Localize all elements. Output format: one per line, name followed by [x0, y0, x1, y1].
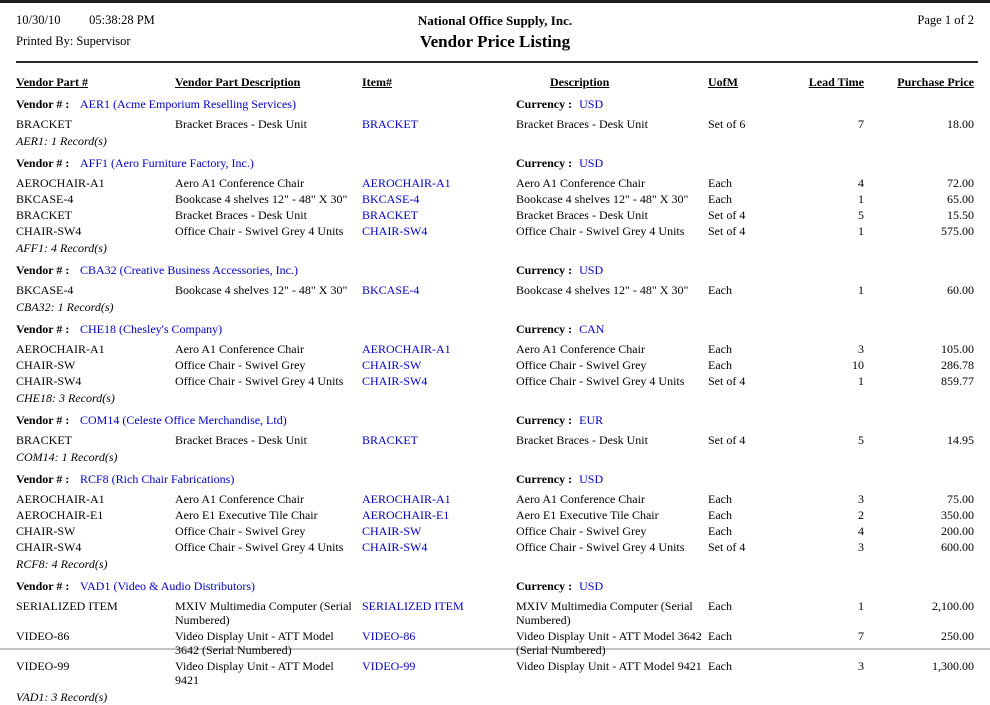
- cell-vendor-part: BKCASE-4: [16, 192, 74, 206]
- vendor-row: [16, 97, 978, 114]
- item-row: [16, 357, 978, 373]
- cell-vendor-part-description: Aero E1 Executive Tile Chair: [175, 508, 318, 522]
- cell-vendor-part: VIDEO-99: [16, 659, 70, 673]
- cell-purchase-price: 250.00: [941, 629, 974, 643]
- printed-by: Printed By: Supervisor: [16, 34, 131, 48]
- group-footer: AFF1: 4 Record(s): [16, 241, 107, 255]
- currency-value[interactable]: USD: [579, 263, 604, 277]
- cell-item-link[interactable]: AEROCHAIR-A1: [362, 342, 451, 356]
- item-row: [16, 223, 978, 239]
- cell-vendor-part-description: Bracket Braces - Desk Unit: [175, 208, 307, 222]
- cell-purchase-price: 575.00: [941, 224, 974, 238]
- cell-vendor-part: AEROCHAIR-E1: [16, 508, 104, 522]
- vendor-number-label: Vendor # :: [16, 97, 70, 111]
- cell-lead-time: 7: [858, 117, 864, 131]
- vendor-number-label: Vendor # :: [16, 472, 70, 486]
- vendor-row: [16, 579, 978, 596]
- cell-vendor-part: CHAIR-SW: [16, 524, 76, 538]
- cell-uofm: Set of 4: [708, 224, 746, 238]
- currency-block: [516, 156, 603, 171]
- cell-vendor-part: BRACKET: [16, 208, 73, 222]
- cell-description: MXIV Multimedia Computer (Serial Numbered): [516, 599, 693, 627]
- item-row: [16, 432, 978, 448]
- vendor-number-label: Vendor # :: [16, 413, 70, 427]
- cell-lead-time: 5: [858, 433, 864, 447]
- date-time-line: [16, 13, 316, 28]
- currency-label: Currency :: [516, 579, 573, 593]
- group-footer: VAD1: 3 Record(s): [16, 690, 108, 704]
- cell-lead-time: 1: [858, 599, 864, 613]
- cell-lead-time: 1: [858, 192, 864, 206]
- col-header-lead-time: Lead Time: [808, 75, 864, 89]
- cell-uofm: Each: [708, 342, 732, 356]
- cell-vendor-part: CHAIR-SW4: [16, 224, 82, 238]
- item-row: [16, 373, 978, 389]
- header-left: [16, 13, 316, 49]
- cell-vendor-part-description: Bookcase 4 shelves 12" - 48" X 30": [175, 283, 348, 297]
- cell-lead-time: 2: [858, 508, 864, 522]
- group-footer: CHE18: 3 Record(s): [16, 391, 115, 405]
- cell-lead-time: 1: [858, 283, 864, 297]
- cell-uofm: Each: [708, 358, 732, 372]
- currency-value[interactable]: USD: [579, 97, 604, 111]
- cell-uofm: Each: [708, 659, 732, 673]
- column-headers: [16, 74, 978, 90]
- vendor-link[interactable]: CHE18 (Chesley's Company): [80, 322, 223, 336]
- group-rows: [16, 116, 978, 132]
- cell-lead-time: 3: [858, 342, 864, 356]
- cell-vendor-part: AEROCHAIR-A1: [16, 176, 105, 190]
- vendor-group: [16, 97, 978, 149]
- cell-description: Video Display Unit - ATT Model 9421: [516, 659, 702, 673]
- cell-purchase-price: 105.00: [941, 342, 974, 356]
- cell-uofm: Set of 4: [708, 208, 746, 222]
- vendor-group: [16, 579, 978, 705]
- currency-label: Currency :: [516, 472, 573, 486]
- group-rows: [16, 432, 978, 448]
- cell-uofm: Each: [708, 508, 732, 522]
- cell-uofm: Each: [708, 176, 732, 190]
- cell-lead-time: 10: [852, 358, 864, 372]
- cell-vendor-part-description: Office Chair - Swivel Grey: [175, 358, 306, 372]
- cell-item-link[interactable]: AEROCHAIR-A1: [362, 492, 451, 506]
- cell-description: Bracket Braces - Desk Unit: [516, 433, 648, 447]
- currency-label: Currency :: [516, 413, 573, 427]
- vendor-number-label: Vendor # :: [16, 156, 70, 170]
- vendor-link[interactable]: COM14 (Celeste Office Merchandise, Ltd): [80, 413, 287, 427]
- cell-lead-time: 1: [858, 224, 864, 238]
- cell-item-link[interactable]: SERIALIZED ITEM: [362, 599, 464, 613]
- col-header-vendor-part-description: Vendor Part Description: [175, 75, 301, 89]
- cell-purchase-price: 350.00: [941, 508, 974, 522]
- cell-purchase-price: 2,100.00: [932, 599, 974, 613]
- currency-value[interactable]: USD: [579, 156, 604, 170]
- currency-block: [516, 413, 603, 428]
- company-name: National Office Supply, Inc.: [417, 13, 573, 28]
- vendor-group: [16, 263, 978, 315]
- cell-uofm: Set of 4: [708, 540, 746, 554]
- page-number: Page 1 of 2: [917, 13, 974, 27]
- cell-description: Bookcase 4 shelves 12" - 48" X 30": [516, 192, 689, 206]
- vendor-link[interactable]: CBA32 (Creative Business Accessories, Inc.): [80, 263, 298, 277]
- col-header-uofm: UofM: [708, 75, 738, 89]
- group-rows: [16, 598, 978, 688]
- item-row: [16, 628, 978, 658]
- cell-item-link[interactable]: BRACKET: [362, 117, 419, 131]
- vendor-row: [16, 156, 978, 173]
- group-footer: RCF8: 4 Record(s): [16, 557, 108, 571]
- cell-purchase-price: 1,300.00: [932, 659, 974, 673]
- cell-description: Office Chair - Swivel Grey 4 Units: [516, 540, 685, 554]
- currency-label: Currency :: [516, 156, 573, 170]
- cell-item-link[interactable]: BKCASE-4: [362, 283, 420, 297]
- cell-uofm: Each: [708, 629, 732, 643]
- cell-lead-time: 7: [858, 629, 864, 643]
- group-footer: COM14: 1 Record(s): [16, 450, 118, 464]
- cell-description: Office Chair - Swivel Grey: [516, 358, 647, 372]
- group-rows: [16, 175, 978, 239]
- group-footer: AER1: 1 Record(s): [16, 134, 107, 148]
- cell-description: Bracket Braces - Desk Unit: [516, 208, 648, 222]
- cell-lead-time: 4: [858, 176, 864, 190]
- vendor-number-label: Vendor # :: [16, 322, 70, 336]
- currency-value[interactable]: USD: [579, 579, 604, 593]
- cell-uofm: Set of 6: [708, 117, 746, 131]
- item-row: [16, 507, 978, 523]
- cell-vendor-part-description: Aero A1 Conference Chair: [175, 176, 304, 190]
- group-rows: [16, 341, 978, 389]
- cell-item-link[interactable]: CHAIR-SW: [362, 524, 422, 538]
- cell-vendor-part: BRACKET: [16, 117, 73, 131]
- cell-uofm: Each: [708, 492, 732, 506]
- cell-purchase-price: 15.50: [947, 208, 974, 222]
- currency-block: [516, 322, 604, 337]
- cell-uofm: Each: [708, 283, 732, 297]
- cell-vendor-part: BKCASE-4: [16, 283, 74, 297]
- cell-purchase-price: 859.77: [941, 374, 974, 388]
- vendor-link[interactable]: AFF1 (Aero Furniture Factory, Inc.): [80, 156, 254, 170]
- cell-uofm: Set of 4: [708, 374, 746, 388]
- currency-value[interactable]: USD: [579, 472, 604, 486]
- item-row: [16, 598, 978, 628]
- report-title: Vendor Price Listing: [419, 32, 571, 51]
- cell-purchase-price: 72.00: [947, 176, 974, 190]
- cell-vendor-part-description: Office Chair - Swivel Grey 4 Units: [175, 374, 344, 388]
- cell-item-link[interactable]: BRACKET: [362, 208, 419, 222]
- col-header-description: Description: [550, 75, 610, 89]
- cell-item-link[interactable]: BKCASE-4: [362, 192, 420, 206]
- cell-description: Video Display Unit - ATT Model 3642 (Serial Numbered): [516, 629, 702, 657]
- cell-vendor-part-description: Aero A1 Conference Chair: [175, 342, 304, 356]
- cell-description: Office Chair - Swivel Grey: [516, 524, 647, 538]
- item-row: [16, 191, 978, 207]
- cell-lead-time: 5: [858, 208, 864, 222]
- item-row: [16, 658, 978, 688]
- group-footer: CBA32: 1 Record(s): [16, 300, 114, 314]
- cell-vendor-part-description: Video Display Unit - ATT Model 9421: [175, 659, 334, 687]
- cell-description: Bracket Braces - Desk Unit: [516, 117, 648, 131]
- item-row: [16, 116, 978, 132]
- cell-description: Aero A1 Conference Chair: [516, 492, 645, 506]
- cell-vendor-part-description: MXIV Multimedia Computer (Serial Numbered): [175, 599, 352, 627]
- currency-label: Currency :: [516, 263, 573, 277]
- cell-item-link[interactable]: VIDEO-99: [362, 659, 416, 673]
- cell-lead-time: 4: [858, 524, 864, 538]
- vendor-number-label: Vendor # :: [16, 263, 70, 277]
- col-header-vendor-part: Vendor Part #: [16, 75, 88, 89]
- cell-item-link[interactable]: CHAIR-SW4: [362, 540, 428, 554]
- cell-uofm: Set of 4: [708, 433, 746, 447]
- col-header-purchase-price: Purchase Price: [897, 75, 974, 89]
- cell-item-link[interactable]: AEROCHAIR-A1: [362, 176, 451, 190]
- vendor-link[interactable]: VAD1 (Video & Audio Distributors): [80, 579, 256, 593]
- header-rule: [16, 61, 978, 63]
- header-center: [316, 13, 674, 52]
- cell-vendor-part-description: Aero A1 Conference Chair: [175, 492, 304, 506]
- cell-lead-time: 1: [858, 374, 864, 388]
- vendor-row: [16, 322, 978, 339]
- cell-vendor-part: CHAIR-SW: [16, 358, 76, 372]
- currency-block: [516, 97, 603, 112]
- cell-description: Bookcase 4 shelves 12" - 48" X 30": [516, 283, 689, 297]
- cell-purchase-price: 75.00: [947, 492, 974, 506]
- cell-vendor-part: BRACKET: [16, 433, 73, 447]
- cell-purchase-price: 18.00: [947, 117, 974, 131]
- cell-vendor-part: SERIALIZED ITEM: [16, 599, 118, 613]
- currency-value[interactable]: CAN: [579, 322, 605, 336]
- currency-block: [516, 263, 603, 278]
- item-row: [16, 341, 978, 357]
- cell-description: Aero E1 Executive Tile Chair: [516, 508, 659, 522]
- cell-purchase-price: 600.00: [941, 540, 974, 554]
- group-rows: [16, 282, 978, 298]
- cell-vendor-part-description: Bracket Braces - Desk Unit: [175, 433, 307, 447]
- cell-vendor-part: CHAIR-SW4: [16, 374, 82, 388]
- report-time: 05:38:28 PM: [89, 13, 155, 27]
- report-header: [16, 13, 978, 52]
- currency-value[interactable]: EUR: [579, 413, 604, 427]
- report-date: 10/30/10: [16, 13, 61, 27]
- col-header-item: Item#: [362, 75, 392, 89]
- cell-vendor-part-description: Video Display Unit - ATT Model 3642 (Serial Numbered): [175, 629, 334, 657]
- currency-label: Currency :: [516, 322, 573, 336]
- cell-item-link[interactable]: AEROCHAIR-E1: [362, 508, 450, 522]
- vendor-row: [16, 472, 978, 489]
- cell-description: Aero A1 Conference Chair: [516, 176, 645, 190]
- cell-purchase-price: 286.78: [941, 358, 974, 372]
- cell-uofm: Each: [708, 524, 732, 538]
- cell-vendor-part-description: Bookcase 4 shelves 12" - 48" X 30": [175, 192, 348, 206]
- cell-item-link[interactable]: BRACKET: [362, 433, 419, 447]
- item-row: [16, 491, 978, 507]
- cell-item-link[interactable]: CHAIR-SW4: [362, 224, 428, 238]
- cell-description: Aero A1 Conference Chair: [516, 342, 645, 356]
- cell-uofm: Each: [708, 599, 732, 613]
- cell-vendor-part-description: Office Chair - Swivel Grey: [175, 524, 306, 538]
- item-row: [16, 282, 978, 298]
- item-row: [16, 175, 978, 191]
- cell-item-link[interactable]: CHAIR-SW: [362, 358, 422, 372]
- vendor-group: [16, 156, 978, 256]
- currency-label: Currency :: [516, 97, 573, 111]
- cell-purchase-price: 60.00: [947, 283, 974, 297]
- cell-lead-time: 3: [858, 540, 864, 554]
- cell-vendor-part: AEROCHAIR-A1: [16, 342, 105, 356]
- vendor-number-label: Vendor # :: [16, 579, 70, 593]
- cell-vendor-part: CHAIR-SW4: [16, 540, 82, 554]
- item-row: [16, 523, 978, 539]
- cell-vendor-part: AEROCHAIR-A1: [16, 492, 105, 506]
- currency-block: [516, 472, 603, 487]
- cell-lead-time: 3: [858, 659, 864, 673]
- vendor-link[interactable]: AER1 (Acme Emporium Reselling Services): [80, 97, 296, 111]
- vendor-link[interactable]: RCF8 (Rich Chair Fabrications): [80, 472, 235, 486]
- cell-vendor-part-description: Office Chair - Swivel Grey 4 Units: [175, 540, 344, 554]
- currency-block: [516, 579, 603, 594]
- cell-uofm: Each: [708, 192, 732, 206]
- vendor-row: [16, 413, 978, 430]
- item-row: [16, 207, 978, 223]
- report-body: [16, 97, 978, 705]
- cell-item-link[interactable]: VIDEO-86: [362, 629, 416, 643]
- cell-vendor-part-description: Bracket Braces - Desk Unit: [175, 117, 307, 131]
- vendor-row: [16, 263, 978, 280]
- vendor-group: [16, 413, 978, 465]
- cell-vendor-part: VIDEO-86: [16, 629, 70, 643]
- group-rows: [16, 491, 978, 555]
- cell-purchase-price: 14.95: [947, 433, 974, 447]
- cell-vendor-part-description: Office Chair - Swivel Grey 4 Units: [175, 224, 344, 238]
- vendor-group: [16, 322, 978, 406]
- cell-description: Office Chair - Swivel Grey 4 Units: [516, 224, 685, 238]
- cell-purchase-price: 65.00: [947, 192, 974, 206]
- cell-lead-time: 3: [858, 492, 864, 506]
- cell-item-link[interactable]: CHAIR-SW4: [362, 374, 428, 388]
- vendor-group: [16, 472, 978, 572]
- item-row: [16, 539, 978, 555]
- cell-purchase-price: 200.00: [941, 524, 974, 538]
- cell-description: Office Chair - Swivel Grey 4 Units: [516, 374, 685, 388]
